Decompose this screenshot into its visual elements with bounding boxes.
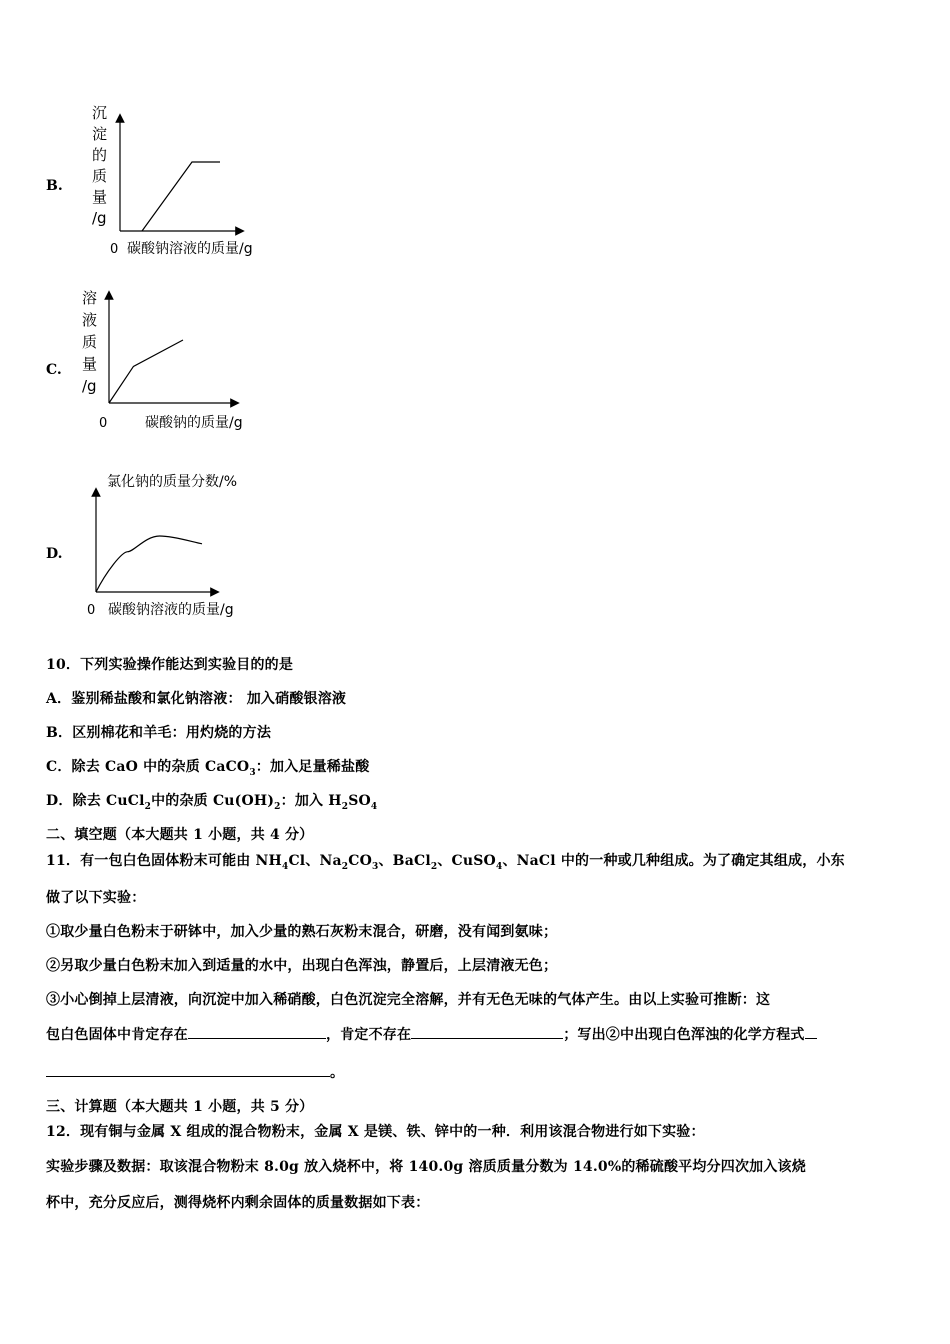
q10-stem: 10．下列实验操作能达到实验目的的是: [46, 657, 294, 673]
chart-c-y-label: [82, 289, 97, 395]
chart-b-x-label: 碳酸钠溶液的质量/g: [127, 241, 253, 257]
chart-d-x-label: 碳酸钠溶液的质量/g: [108, 602, 234, 618]
q11-line-7: 。: [46, 1062, 344, 1082]
chart-c-x-label: 碳酸钠的质量/g: [145, 415, 243, 431]
chart-b-series-line: [142, 162, 220, 231]
chart-b-y-label-char-1: 淀: [92, 125, 108, 143]
q12-line-1: 12．现有铜与金属 X 组成的混合物粉末，金属 X 是镁、铁、锌中的一种．利用该混合物进行如下实验：: [46, 1124, 705, 1140]
chart-b-y-label-char-5: /g: [92, 209, 107, 227]
option-d-label: D.: [46, 546, 63, 562]
chart-b-y-label-char-4: 量: [92, 188, 108, 206]
q12-line-3: 杯中，充分反应后，测得烧杯内剩余固体的质量数据如下表：: [46, 1195, 430, 1211]
chart-c-y-label-char-2: 质: [82, 333, 98, 351]
q11-line-1: 11．有一包白色固体粉末可能由 $NH_4Cl$、$Na_2CO_3$、BaCl$_2$、CuSO$_4$、NaCl 中的一种或几种组成。为了确定其组成，小东: [46, 853, 845, 872]
q12-line-2: 实验步骤及数据：取该混合物粉末 8.0g 放入烧杯中，将 140.0g 溶质质量分数为 14.0%的稀硫酸平均分四次加入该烧: [46, 1159, 806, 1175]
q11-line-2: 做了以下实验：: [46, 890, 146, 906]
chart-b: [80, 98, 300, 263]
chart-d: [80, 466, 280, 626]
chart-c-y-label-char-0: 溶: [82, 289, 98, 307]
chart-c-y-label-char-1: 液: [82, 311, 98, 329]
q11-step-3: ③小心倒掉上层清液，向沉淀中加入稀硝酸，白色沉淀完全溶解，并有无色无味的气体产生。由以上实验可推断：这: [46, 992, 771, 1008]
chart-d-y-label: 氯化钠的质量分数/%: [107, 474, 238, 490]
q11-step-1: ①取少量白色粉末于研钵中，加入少量的熟石灰粉末混合，研磨，没有闻到氨味；: [46, 924, 558, 940]
chart-d-origin: 0: [87, 603, 96, 618]
q11-line-6: 包白色固体中肯定存在 ，肯定不存在 ；写出②中出现白色浑浊的化学方程式: [46, 1024, 817, 1044]
chart-b-y-label-char-3: 质: [92, 167, 108, 185]
section-2-heading: 二、填空题（本大题共 1 小题，共 4 分）: [46, 827, 314, 843]
q11-step-2: ②另取少量白色粉末加入到适量的水中，出现白色浑浊，静置后，上层清液无色；: [46, 958, 558, 974]
q10-option-a: A．鉴别稀盐酸和氯化钠溶液： 加入硝酸银溶液: [46, 691, 347, 707]
chart-c-series-line: [109, 340, 183, 403]
option-b-label: B.: [46, 178, 63, 194]
chart-c-origin: 0: [99, 416, 108, 431]
answer-blank-equation[interactable]: [46, 1062, 330, 1077]
chart-d-series-curve: [96, 536, 202, 592]
q10-option-d: D．除去 CuCl$_2$中的杂质 $Cu(OH)_2$：加入 $H_2SO_4$: [46, 793, 378, 812]
chart-b-y-label: [92, 104, 107, 227]
option-c-label: C.: [46, 362, 62, 378]
chart-c: [80, 285, 300, 435]
answer-blank-present[interactable]: [188, 1024, 326, 1039]
chart-c-y-label-char-3: 量: [82, 355, 98, 373]
chart-b-y-label-char-0: 沉: [92, 104, 108, 122]
section-3-heading: 三、计算题（本大题共 1 小题，共 5 分）: [46, 1099, 314, 1115]
answer-blank-absent[interactable]: [411, 1024, 563, 1039]
chart-b-y-label-char-2: 的: [92, 146, 108, 164]
answer-blank-equation-start[interactable]: [805, 1024, 817, 1039]
q10-option-c: C．除去 CaO 中的杂质 CaCO$_3$：加入足量稀盐酸: [46, 759, 370, 778]
q10-option-b: B．区别棉花和羊毛：用灼烧的方法: [46, 725, 272, 741]
chart-c-y-label-char-4: /g: [82, 377, 97, 395]
chart-b-origin: 0: [110, 242, 119, 257]
